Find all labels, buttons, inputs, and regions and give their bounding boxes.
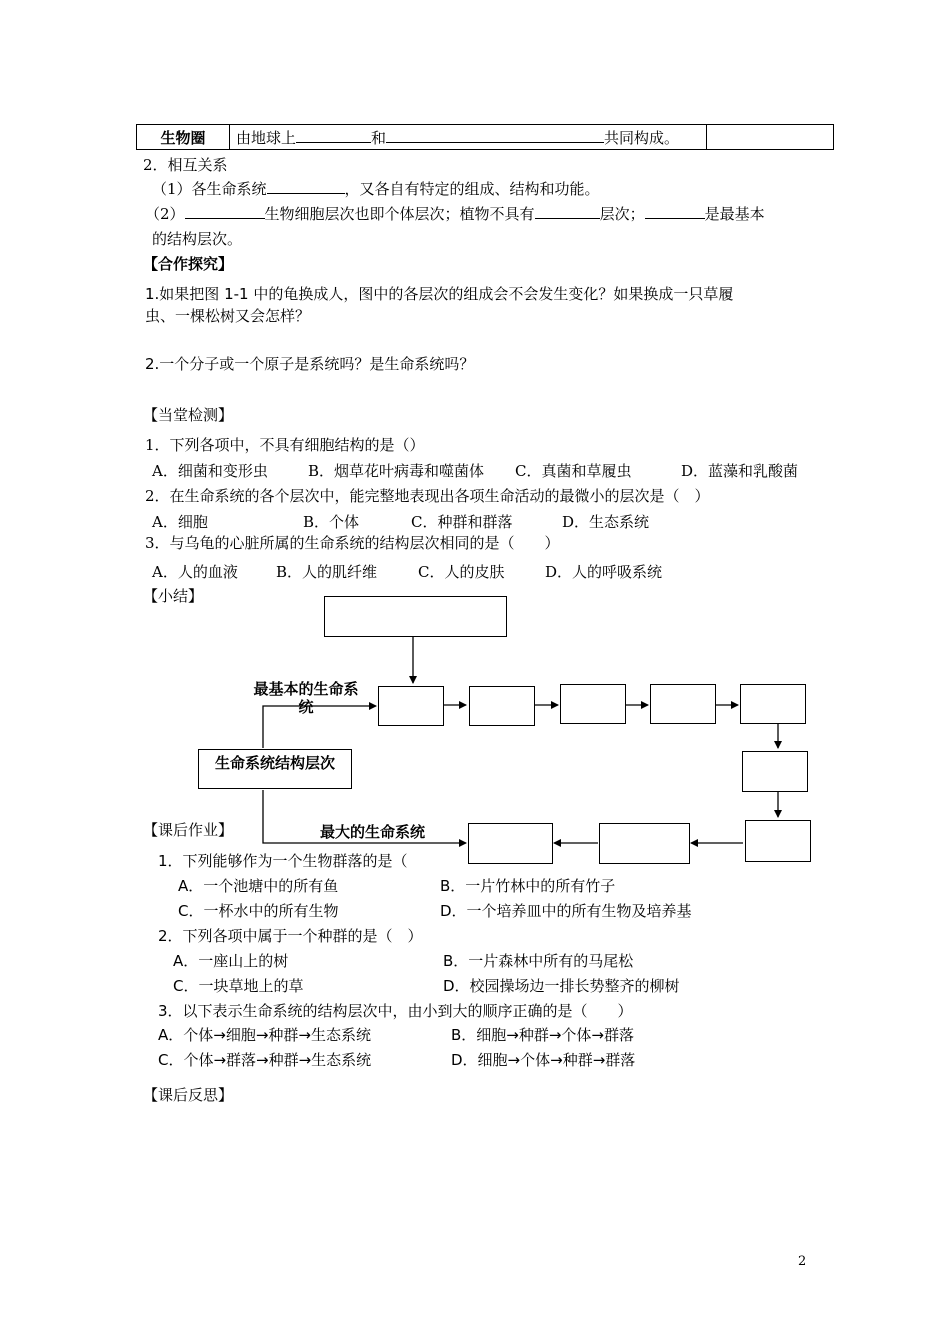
check-q2-option-b: B．个体	[303, 513, 360, 531]
check-q1: 1．下列各项中，不具有细胞结构的是（）	[145, 436, 425, 454]
homework-q3-option-b: B．细胞→种群→个体→群落	[451, 1026, 634, 1044]
check-q2-option-a: A．细胞	[152, 513, 208, 531]
homework-q1-option-d: D．一个培养皿中的所有生物及培养基	[440, 902, 692, 920]
diagram-box-col-1[interactable]	[742, 751, 808, 792]
check-q1-option-c: C．真菌和草履虫	[515, 462, 632, 480]
homework-heading: 【课后作业】	[143, 821, 234, 839]
homework-q1: 1．下列能够作为一个生物群落的是（	[158, 852, 408, 870]
homework-q2: 2．下列各项中属于一个种群的是（ ）	[158, 927, 423, 945]
homework-q3-option-d: D．细胞→个体→种群→群落	[451, 1051, 636, 1069]
homework-q3-option-c: C．个体→群落→种群→生态系统	[158, 1051, 372, 1069]
homework-q2-option-b: B．一片森林中所有的马尾松	[443, 952, 634, 970]
explore-heading: 【合作探究】	[143, 255, 234, 273]
check-heading: 【当堂检测】	[143, 406, 234, 424]
relation-heading: 2．相互关系	[143, 156, 228, 174]
check-q3-option-b: B．人的肌纤维	[276, 563, 378, 581]
relation-line1-a: （1）各生命系统	[152, 180, 267, 198]
relation-line2-b: 生物细胞层次也即个体层次；植物不具有	[264, 205, 535, 223]
check-q2: 2．在生命系统的各个层次中，能完整地表现出各项生命活动的最微小的层次是（ ）	[145, 487, 710, 505]
homework-q1-option-b: B．一片竹林中的所有竹子	[440, 877, 616, 895]
check-q3-option-d: D．人的呼吸系统	[545, 563, 663, 581]
diagram-largest-label: 最大的生命系统	[320, 823, 426, 841]
diagram-box-row-5[interactable]	[740, 684, 806, 724]
definition-part-b: 和	[371, 128, 387, 147]
check-q1-option-d: D．蓝藻和乳酸菌	[681, 462, 799, 480]
check-q2-option-c: C．种群和群落	[411, 513, 513, 531]
diagram-box-row-1[interactable]	[378, 686, 444, 726]
reflection-heading: 【课后反思】	[143, 1086, 234, 1104]
homework-q1-option-c: C．一杯水中的所有生物	[178, 902, 339, 920]
check-q3: 3．与乌龟的心脏所属的生命系统的结构层次相同的是（ ）	[145, 534, 560, 552]
diagram-box-bottom-1[interactable]	[599, 823, 690, 864]
relation-line1-b: ，又各自有特定的组成、结构和功能。	[344, 180, 600, 198]
diagram-box-row-4[interactable]	[650, 684, 716, 724]
table-cell-biosphere: 生物圈	[137, 125, 230, 150]
homework-q1-option-a: A．一个池塘中的所有鱼	[178, 877, 339, 895]
check-q3-option-a: A．人的血液	[152, 563, 238, 581]
homework-q2-option-c: C．一块草地上的草	[173, 977, 304, 995]
diagram-box-top[interactable]	[324, 596, 507, 637]
definition-part-c: 共同构成。	[604, 128, 680, 147]
diagram-box-col-2[interactable]	[745, 820, 811, 862]
explore-q1-line2: 虫、一棵松树又会怎样？	[145, 307, 311, 325]
diagram-main-label: 生命系统结构层次	[198, 749, 352, 789]
relation-line2-c: 层次；	[599, 205, 645, 223]
homework-q3-option-a: A．个体→细胞→种群→生态系统	[158, 1026, 371, 1044]
relation-line2-d: 是最基本	[704, 205, 765, 223]
explore-q1-line1: 1.如果把图 1-1 中的龟换成人，图中的各层次的组成会不会发生变化？如果换成一只草履	[145, 285, 734, 303]
explore-q2: 2.一个分子或一个原子是系统吗？是生命系统吗？	[145, 355, 475, 373]
diagram-box-row-2[interactable]	[469, 686, 535, 726]
definition-part-a: 由地球上	[236, 128, 297, 147]
diagram-basic-label: 最基本的生命系统	[253, 680, 359, 716]
check-q3-option-c: C．人的皮肤	[418, 563, 505, 581]
check-q1-option-a: A．细菌和变形虫	[152, 462, 268, 480]
summary-heading: 【小结】	[143, 587, 204, 605]
homework-q2-option-d: D．校园操场边一排长势整齐的柳树	[443, 977, 680, 995]
check-q2-option-d: D．生态系统	[562, 513, 650, 531]
diagram-box-row-3[interactable]	[560, 684, 626, 724]
relation-line2-a: （2）	[145, 205, 185, 223]
homework-q2-option-a: A．一座山上的树	[173, 952, 289, 970]
diagram-box-bottom-2[interactable]	[468, 823, 553, 864]
check-q1-option-b: B．烟草花叶病毒和噬菌体	[308, 462, 485, 480]
page-number: 2	[798, 1254, 807, 1269]
homework-q3: 3．以下表示生命系统的结构层次中，由小到大的顺序正确的是（ ）	[158, 1002, 633, 1020]
relation-line3: 的结构层次。	[152, 230, 243, 248]
